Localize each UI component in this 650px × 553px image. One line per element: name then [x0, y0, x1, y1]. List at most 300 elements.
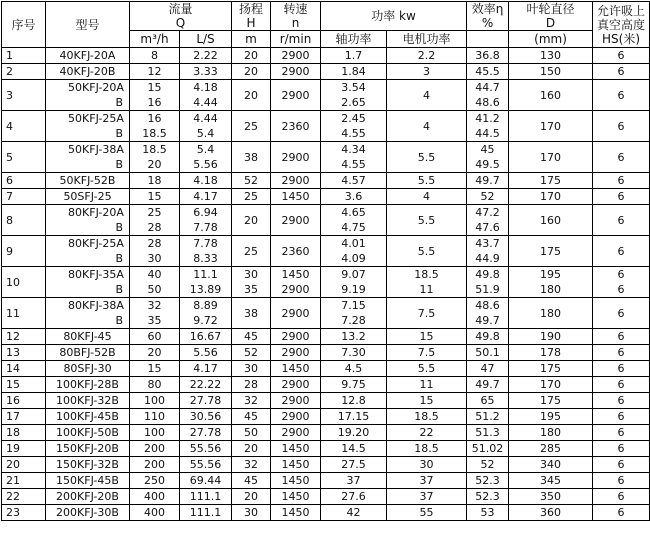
header-seq: 序号: [2, 2, 46, 48]
row-model-variant-label: B: [115, 127, 123, 140]
row-p-motor: 11: [387, 377, 467, 393]
row-hs: 6: [593, 267, 650, 283]
row-q-m3h: 110: [130, 409, 180, 425]
row-d: 340: [509, 457, 593, 473]
row-q-ls-value: 6.94: [193, 206, 218, 219]
header-impeller-unit: (mm): [509, 31, 593, 48]
row-p-motor: 5.5: [387, 142, 467, 173]
row-h: 20: [232, 205, 271, 236]
row-h: 52: [232, 173, 271, 189]
row-seq: 5: [2, 142, 46, 173]
row-eff-value: 47.2: [475, 206, 500, 219]
row-model: [46, 205, 130, 236]
row-seq: 7: [2, 189, 46, 205]
row-model: 80KFJ-45: [46, 329, 130, 345]
row-q-ls: 5.56: [180, 345, 232, 361]
row-h: 45: [232, 409, 271, 425]
row-model: 80BFJ-52B: [46, 345, 130, 361]
row-p-motor: 5.5: [387, 236, 467, 267]
row-seq: 22: [2, 489, 46, 505]
row-eff: [467, 298, 509, 329]
row-eff-value: 49.5: [475, 158, 500, 171]
row-seq: 12: [2, 329, 46, 345]
row-p-shaft: 4.57: [321, 173, 387, 189]
row-q-m3h-value: 18.5: [142, 127, 167, 140]
row-d: 175: [509, 361, 593, 377]
row-q-ls: 4.18: [180, 173, 232, 189]
row-n: 2900: [271, 48, 321, 64]
header-suction: [593, 2, 650, 48]
row-seq: 16: [2, 393, 46, 409]
row-n: 2900: [271, 329, 321, 345]
header-suction-line3: HS(米): [602, 31, 641, 46]
row-hs: 6: [593, 282, 650, 298]
row-p-shaft: 4.5: [321, 361, 387, 377]
row-model: 150KFJ-45B: [46, 473, 130, 489]
row-q-ls-value: 4.18: [193, 81, 218, 94]
row-q-m3h-value: 15: [147, 81, 162, 94]
row-p-shaft-value: 4.75: [341, 221, 366, 234]
row-q-m3h: 20: [130, 345, 180, 361]
row-q-m3h-value: 16: [147, 112, 162, 125]
row-p-shaft: 13.2: [321, 329, 387, 345]
row-d: 360: [509, 505, 593, 521]
row-q-m3h-value: 16: [147, 96, 162, 109]
row-n: 1450: [271, 473, 321, 489]
row-p-shaft: 37: [321, 473, 387, 489]
row-q-m3h: 15: [130, 189, 180, 205]
row-n: 2900: [271, 142, 321, 173]
table-header: [2, 2, 650, 48]
row-h: 52: [232, 345, 271, 361]
row-model: 80SFJ-30: [46, 361, 130, 377]
row-d: 170: [509, 189, 593, 205]
row-seq: 15: [2, 377, 46, 393]
table-row: [2, 173, 650, 189]
row-n: 1450: [271, 189, 321, 205]
row-seq: 14: [2, 361, 46, 377]
row-q-ls: [180, 236, 232, 267]
row-p-shaft: 17.15: [321, 409, 387, 425]
row-p-motor: 37: [387, 473, 467, 489]
row-eff-value: 44.5: [475, 127, 500, 140]
row-model-variant-label: B: [115, 158, 123, 171]
row-d: 160: [509, 205, 593, 236]
row-eff: 51.9: [467, 282, 509, 298]
row-d: 175: [509, 236, 593, 267]
row-p-shaft: 9.19: [321, 282, 387, 298]
row-d: 170: [509, 377, 593, 393]
row-q-ls-value: 7.78: [193, 237, 218, 250]
table-row: [2, 189, 650, 205]
header-flow-unit-ls: L/S: [180, 31, 232, 48]
table-row: [2, 205, 650, 236]
row-h: 45: [232, 473, 271, 489]
row-d: 180: [509, 282, 593, 298]
row-p-shaft: 14.5: [321, 441, 387, 457]
row-q-ls: [180, 142, 232, 173]
table-row: [2, 377, 650, 393]
row-q-m3h: [130, 111, 180, 142]
row-n: 2900: [271, 173, 321, 189]
row-eff-value: 45: [480, 143, 495, 156]
row-model: 50SFJ-25: [46, 189, 130, 205]
row-n: 2360: [271, 236, 321, 267]
header-efficiency-blank: [467, 31, 509, 48]
table-row: [2, 80, 650, 111]
header-flow-symbol: Q: [175, 16, 186, 30]
row-eff: 51.02: [467, 441, 509, 457]
header-speed-symbol: n: [291, 16, 300, 30]
row-p-motor: 7.5: [387, 298, 467, 329]
table-row: [2, 393, 650, 409]
header-speed: [271, 2, 321, 31]
table-row: [2, 441, 650, 457]
row-p-shaft: 27.5: [321, 457, 387, 473]
row-eff-value: 47.6: [475, 221, 500, 234]
row-model-variant-label: B: [115, 252, 123, 265]
table-row: [2, 64, 650, 80]
row-seq: 2: [2, 64, 46, 80]
row-seq: 23: [2, 505, 46, 521]
header-motor-power: 电机功率: [387, 31, 467, 48]
row-p-motor: 22: [387, 425, 467, 441]
row-h: 30: [232, 505, 271, 521]
row-p-motor: 18.5: [387, 409, 467, 425]
header-efficiency-unit: %: [481, 16, 494, 30]
row-eff: 45.5: [467, 64, 509, 80]
row-h: 25: [232, 189, 271, 205]
row-h: 30: [232, 361, 271, 377]
row-h: 38: [232, 142, 271, 173]
row-p-shaft-value: 2.45: [341, 112, 366, 125]
row-model-name: 80KFJ-38A: [68, 299, 124, 312]
row-p-shaft: 19.20: [321, 425, 387, 441]
row-q-ls-value: 4.44: [193, 96, 218, 109]
row-p-shaft: 9.07: [321, 267, 387, 283]
row-eff: 52.3: [467, 473, 509, 489]
row-hs: 6: [593, 173, 650, 189]
row-n: 2900: [271, 425, 321, 441]
row-p-shaft: [321, 236, 387, 267]
row-p-shaft: [321, 298, 387, 329]
row-p-shaft-value: 4.55: [341, 158, 366, 171]
row-model: [46, 298, 130, 329]
table-row: [2, 457, 650, 473]
row-hs: 6: [593, 142, 650, 173]
row-h: 30: [232, 267, 271, 283]
row-p-shaft-value: 7.15: [341, 299, 366, 312]
row-q-ls: 111.1: [180, 505, 232, 521]
row-q-ls: 27.78: [180, 425, 232, 441]
row-h: 20: [232, 441, 271, 457]
row-n: 2900: [271, 377, 321, 393]
row-q-m3h-value: 35: [147, 314, 162, 327]
row-n: 2900: [271, 409, 321, 425]
row-n: 1450: [271, 505, 321, 521]
table-row: [2, 473, 650, 489]
row-hs: 6: [593, 361, 650, 377]
table-body: [2, 48, 650, 521]
row-q-m3h: 15: [130, 361, 180, 377]
row-h: 32: [232, 457, 271, 473]
row-model: 200KFJ-20B: [46, 489, 130, 505]
row-seq: 10: [2, 267, 46, 298]
row-n: 1450: [271, 267, 321, 283]
row-eff: 51.2: [467, 409, 509, 425]
row-d: 285: [509, 441, 593, 457]
header-flow: [130, 2, 232, 31]
header-head-symbol: H: [246, 16, 256, 30]
row-eff: [467, 142, 509, 173]
row-eff-value: 44.9: [475, 252, 500, 265]
row-model: 100KFJ-28B: [46, 377, 130, 393]
row-p-shaft-value: 7.28: [341, 314, 366, 327]
row-q-ls: [180, 298, 232, 329]
row-p-shaft-value: 4.65: [341, 206, 366, 219]
row-p-motor: 30: [387, 457, 467, 473]
header-speed-label: 转速: [283, 2, 308, 16]
row-h: 20: [232, 489, 271, 505]
row-q-m3h-value: 32: [147, 299, 162, 312]
row-n: 2900: [271, 205, 321, 236]
row-d: 195: [509, 267, 593, 283]
row-eff: 49.8: [467, 329, 509, 345]
row-eff: 52.3: [467, 489, 509, 505]
row-model-variant-label: B: [115, 221, 123, 234]
row-model: 100KFJ-45B: [46, 409, 130, 425]
row-h: 35: [232, 282, 271, 298]
row-eff: [467, 111, 509, 142]
row-p-motor: 18.5: [387, 441, 467, 457]
table-row: [2, 329, 650, 345]
row-q-m3h: [130, 298, 180, 329]
row-q-m3h: 80: [130, 377, 180, 393]
row-model-name: 80KFJ-25A: [68, 237, 124, 250]
header-suction-line2: 真空高度: [597, 17, 646, 32]
row-model: 200KFJ-30B: [46, 505, 130, 521]
row-hs: 6: [593, 489, 650, 505]
row-n: 1450: [271, 457, 321, 473]
row-model: 100KFJ-32B: [46, 393, 130, 409]
row-q-ls: 2.22: [180, 48, 232, 64]
row-hs: 6: [593, 409, 650, 425]
row-seq: 6: [2, 173, 46, 189]
table-row: [2, 142, 650, 173]
row-eff: 49.7: [467, 377, 509, 393]
row-seq: 3: [2, 80, 46, 111]
row-model: 150KFJ-20B: [46, 441, 130, 457]
row-eff: 49.8: [467, 267, 509, 283]
row-q-ls: 3.33: [180, 64, 232, 80]
row-seq: 9: [2, 236, 46, 267]
header-efficiency: [467, 2, 509, 31]
row-seq: 4: [2, 111, 46, 142]
header-model: 型号: [46, 2, 130, 48]
row-model-name: 50KFJ-38A: [68, 143, 124, 156]
row-hs: 6: [593, 64, 650, 80]
row-q-m3h-value: 28: [147, 221, 162, 234]
row-seq: 18: [2, 425, 46, 441]
row-p-shaft: 12.8: [321, 393, 387, 409]
row-d: 170: [509, 111, 593, 142]
row-model-name: 50KFJ-20A: [68, 81, 124, 94]
row-h: 20: [232, 64, 271, 80]
row-eff: [467, 236, 509, 267]
row-p-motor: 3: [387, 64, 467, 80]
row-model-name: 50KFJ-25A: [68, 112, 124, 125]
row-model: [46, 111, 130, 142]
row-p-shaft-value: 2.65: [341, 96, 366, 109]
row-d: 195: [509, 409, 593, 425]
header-impeller-label: 叶轮直径: [526, 2, 575, 16]
row-model-name: 80KFJ-35A: [68, 268, 124, 281]
row-p-motor: 15: [387, 329, 467, 345]
row-d: 175: [509, 393, 593, 409]
row-q-ls-value: 5.4: [196, 143, 215, 156]
row-q-ls: 13.89: [180, 282, 232, 298]
row-q-ls: 16.67: [180, 329, 232, 345]
row-q-ls: 22.22: [180, 377, 232, 393]
row-p-motor: 55: [387, 505, 467, 521]
row-d: 150: [509, 64, 593, 80]
row-seq: 19: [2, 441, 46, 457]
row-eff: 49.7: [467, 173, 509, 189]
row-h: 45: [232, 329, 271, 345]
header-shaft-power: 轴功率: [321, 31, 387, 48]
row-eff: [467, 80, 509, 111]
row-q-ls-value: 4.44: [193, 112, 218, 125]
row-model: 40KFJ-20A: [46, 48, 130, 64]
row-model-variant: [46, 282, 130, 298]
row-p-shaft-value: 3.54: [341, 81, 366, 94]
row-q-m3h: 100: [130, 393, 180, 409]
row-model: 150KFJ-32B: [46, 457, 130, 473]
row-hs: 6: [593, 298, 650, 329]
row-hs: 6: [593, 393, 650, 409]
row-p-shaft: [321, 80, 387, 111]
row-eff-value: 43.7: [475, 237, 500, 250]
table-row: [2, 48, 650, 64]
header-head-unit: m: [232, 31, 271, 48]
row-q-ls: [180, 205, 232, 236]
row-q-m3h-value: 25: [147, 206, 162, 219]
row-eff: 53: [467, 505, 509, 521]
row-n: 2900: [271, 64, 321, 80]
row-hs: 6: [593, 457, 650, 473]
row-q-ls-value: 9.72: [193, 314, 218, 327]
row-d: 175: [509, 173, 593, 189]
row-q-m3h: 50: [130, 282, 180, 298]
table-row: [2, 425, 650, 441]
header-power: 功率 kw: [321, 2, 467, 31]
row-p-shaft-value: 4.09: [341, 252, 366, 265]
header-flow-unit-m3h: m³/h: [130, 31, 180, 48]
row-eff-value: 48.6: [475, 96, 500, 109]
pump-spec-table: [1, 1, 650, 521]
row-model: 50KFJ-52B: [46, 173, 130, 189]
row-p-motor: 4: [387, 80, 467, 111]
row-d: 130: [509, 48, 593, 64]
table-row: [2, 267, 650, 283]
row-n: 1450: [271, 361, 321, 377]
row-q-m3h: 100: [130, 425, 180, 441]
header-head-label: 扬程: [239, 2, 264, 16]
row-n: 2900: [271, 80, 321, 111]
row-q-m3h-value: 18.5: [142, 143, 167, 156]
row-eff-value: 49.7: [475, 314, 500, 327]
row-p-shaft: 3.6: [321, 189, 387, 205]
row-q-m3h-value: 28: [147, 237, 162, 250]
table-row: [2, 409, 650, 425]
row-p-shaft-value: 4.34: [341, 143, 366, 156]
row-model: [46, 236, 130, 267]
row-hs: 6: [593, 425, 650, 441]
row-q-ls: 55.56: [180, 457, 232, 473]
row-q-ls: 4.17: [180, 361, 232, 377]
row-q-m3h: 12: [130, 64, 180, 80]
row-model-variant-label: B: [115, 314, 123, 327]
header-head: [232, 2, 271, 31]
row-hs: 6: [593, 329, 650, 345]
row-q-m3h: 18: [130, 173, 180, 189]
row-q-ls: 27.78: [180, 393, 232, 409]
table-row: [2, 236, 650, 267]
row-hs: 6: [593, 345, 650, 361]
row-q-m3h: 200: [130, 441, 180, 457]
row-p-shaft: [321, 111, 387, 142]
table-row: [2, 489, 650, 505]
row-eff-value: 44.7: [475, 81, 500, 94]
row-p-shaft: 1.84: [321, 64, 387, 80]
row-n: 2900: [271, 345, 321, 361]
row-q-m3h: 40: [130, 267, 180, 283]
row-d: 160: [509, 80, 593, 111]
row-p-shaft-value: 4.55: [341, 127, 366, 140]
table-row: [2, 111, 650, 142]
header-impeller-symbol: D: [545, 16, 556, 30]
row-q-ls: [180, 111, 232, 142]
row-seq: 1: [2, 48, 46, 64]
row-q-m3h: 8: [130, 48, 180, 64]
row-hs: 6: [593, 236, 650, 267]
row-q-m3h: 400: [130, 505, 180, 521]
row-h: 38: [232, 298, 271, 329]
row-n: 1450: [271, 441, 321, 457]
row-p-shaft-value: 4.01: [341, 237, 366, 250]
row-eff: 65: [467, 393, 509, 409]
header-efficiency-label: 效率η: [471, 2, 504, 16]
row-p-motor: 2.2: [387, 48, 467, 64]
row-seq: 11: [2, 298, 46, 329]
row-q-m3h: 60: [130, 329, 180, 345]
row-p-motor: 37: [387, 489, 467, 505]
header-suction-line1: 允许吸上: [597, 3, 646, 18]
row-hs: 6: [593, 80, 650, 111]
row-p-motor: 5.5: [387, 205, 467, 236]
row-h: 25: [232, 236, 271, 267]
row-model-variant-label: B: [115, 283, 123, 296]
row-h: 20: [232, 80, 271, 111]
row-eff: [467, 205, 509, 236]
row-q-ls-value: 8.89: [193, 299, 218, 312]
table-row: [2, 345, 650, 361]
row-seq: 20: [2, 457, 46, 473]
row-q-ls-value: 5.4: [196, 127, 215, 140]
row-n: 2900: [271, 393, 321, 409]
row-hs: 6: [593, 111, 650, 142]
row-n: 2900: [271, 282, 321, 298]
